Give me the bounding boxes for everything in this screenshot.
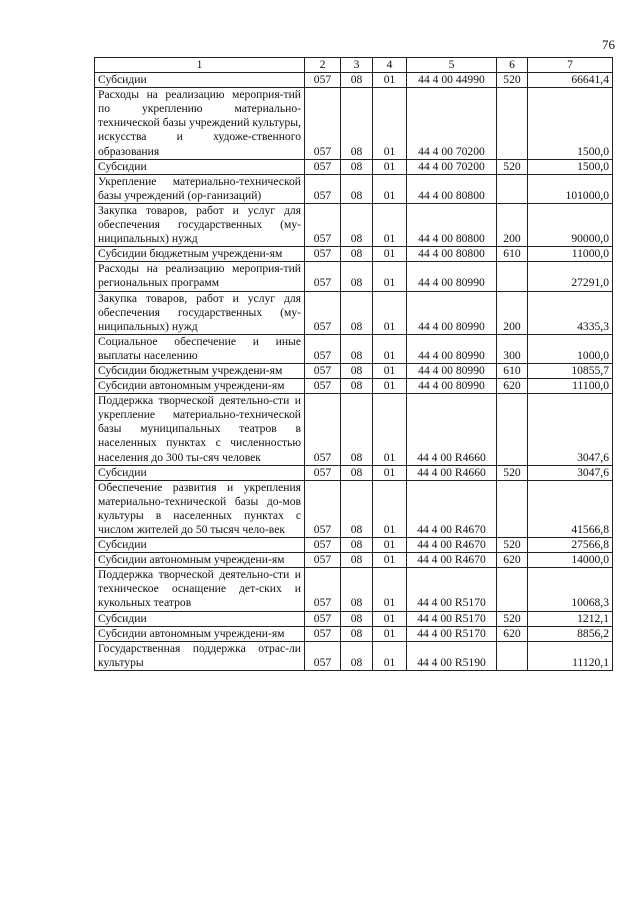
ministry-code: 057 <box>305 611 341 626</box>
subsection-code: 01 <box>373 262 407 291</box>
ministry-code: 057 <box>305 159 341 174</box>
target-article-code: 44 4 00 80990 <box>407 379 497 394</box>
item-name: Поддержка творческой деятельно-сти и укрепление материально-технической базы муниципальных театров в населенных пунктах с численностью населения до 300 ты-сяч человек <box>95 394 305 465</box>
ministry-code: 057 <box>305 291 341 334</box>
target-article-code: 44 4 00 80800 <box>407 247 497 262</box>
ministry-code: 057 <box>305 174 341 203</box>
ministry-code: 057 <box>305 247 341 262</box>
table-row <box>95 465 613 480</box>
target-article-code: 44 4 00 R5170 <box>407 626 497 641</box>
amount: 3047,6 <box>528 465 613 480</box>
subsection-code: 01 <box>373 247 407 262</box>
item-name: Субсидии автономным учреждени-ям <box>95 626 305 641</box>
target-article-code: 44 4 00 R5190 <box>407 641 497 670</box>
expense-type-code: 610 <box>497 247 528 262</box>
target-article-code: 44 4 00 44990 <box>407 73 497 88</box>
section-code: 08 <box>341 611 373 626</box>
target-article-code: 44 4 00 R4670 <box>407 538 497 553</box>
table-row <box>95 363 613 378</box>
budget-table <box>94 57 613 671</box>
subsection-code: 01 <box>373 334 407 363</box>
table-row <box>95 88 613 159</box>
target-article-code: 44 4 00 80990 <box>407 363 497 378</box>
amount: 27291,0 <box>528 262 613 291</box>
subsection-code: 01 <box>373 480 407 537</box>
subsection-code: 01 <box>373 203 407 246</box>
table-row <box>95 379 613 394</box>
table-row <box>95 641 613 670</box>
amount: 1500,0 <box>528 88 613 159</box>
table-row <box>95 247 613 262</box>
subsection-code: 01 <box>373 465 407 480</box>
expense-type-code: 610 <box>497 363 528 378</box>
section-code: 08 <box>341 174 373 203</box>
item-name: Государственная поддержка отрас-ли культуры <box>95 641 305 670</box>
amount: 11100,0 <box>528 379 613 394</box>
item-name: Субсидии <box>95 159 305 174</box>
section-code: 08 <box>341 626 373 641</box>
amount: 1000,0 <box>528 334 613 363</box>
expense-type-code <box>497 394 528 465</box>
item-name: Субсидии бюджетным учреждени-ям <box>95 363 305 378</box>
ministry-code: 057 <box>305 88 341 159</box>
item-name: Закупка товаров, работ и услуг для обеспечения государственных (му-ниципальных) нужд <box>95 203 305 246</box>
header-cell: 2 <box>305 58 341 73</box>
target-article-code: 44 4 00 R4670 <box>407 480 497 537</box>
header-cell: 3 <box>341 58 373 73</box>
expense-type-code <box>497 568 528 611</box>
table-row <box>95 480 613 537</box>
ministry-code: 057 <box>305 203 341 246</box>
target-article-code: 44 4 00 R4670 <box>407 553 497 568</box>
subsection-code: 01 <box>373 88 407 159</box>
target-article-code: 44 4 00 R4660 <box>407 465 497 480</box>
amount: 3047,6 <box>528 394 613 465</box>
target-article-code: 44 4 00 70200 <box>407 159 497 174</box>
section-code: 08 <box>341 73 373 88</box>
expense-type-code <box>497 174 528 203</box>
subsection-code: 01 <box>373 363 407 378</box>
target-article-code: 44 4 00 R5170 <box>407 611 497 626</box>
expense-type-code <box>497 262 528 291</box>
item-name: Субсидии автономным учреждени-ям <box>95 379 305 394</box>
expense-type-code: 620 <box>497 379 528 394</box>
header-cell: 4 <box>373 58 407 73</box>
amount: 66641,4 <box>528 73 613 88</box>
item-name: Расходы на реализацию мероприя-тий по укреплению материально-технической базы учреждений культуры, искусства и художе-ственного образования <box>95 88 305 159</box>
expense-type-code: 520 <box>497 465 528 480</box>
section-code: 08 <box>341 538 373 553</box>
expense-type-code: 520 <box>497 611 528 626</box>
table-row <box>95 568 613 611</box>
table-row <box>95 262 613 291</box>
item-name: Закупка товаров, работ и услуг для обеспечения государственных (му-ниципальных) нужд <box>95 291 305 334</box>
item-name: Субсидии бюджетным учреждени-ям <box>95 247 305 262</box>
amount: 90000,0 <box>528 203 613 246</box>
section-code: 08 <box>341 568 373 611</box>
header-row <box>95 58 613 73</box>
table-row <box>95 553 613 568</box>
amount: 1212,1 <box>528 611 613 626</box>
item-name: Расходы на реализацию мероприя-тий региональных программ <box>95 262 305 291</box>
target-article-code: 44 4 00 R5170 <box>407 568 497 611</box>
item-name: Субсидии <box>95 73 305 88</box>
expense-type-code: 520 <box>497 73 528 88</box>
subsection-code: 01 <box>373 379 407 394</box>
subsection-code: 01 <box>373 394 407 465</box>
section-code: 08 <box>341 553 373 568</box>
header-cell: 6 <box>497 58 528 73</box>
section-code: 08 <box>341 363 373 378</box>
ministry-code: 057 <box>305 568 341 611</box>
amount: 11120,1 <box>528 641 613 670</box>
ministry-code: 057 <box>305 73 341 88</box>
amount: 27566,8 <box>528 538 613 553</box>
table-row <box>95 626 613 641</box>
ministry-code: 057 <box>305 334 341 363</box>
ministry-code: 057 <box>305 379 341 394</box>
expense-type-code: 520 <box>497 538 528 553</box>
amount: 41566,8 <box>528 480 613 537</box>
ministry-code: 057 <box>305 553 341 568</box>
header-cell: 7 <box>528 58 613 73</box>
amount: 10068,3 <box>528 568 613 611</box>
section-code: 08 <box>341 641 373 670</box>
target-article-code: 44 4 00 80800 <box>407 203 497 246</box>
ministry-code: 057 <box>305 363 341 378</box>
section-code: 08 <box>341 480 373 537</box>
section-code: 08 <box>341 394 373 465</box>
header-cell: 5 <box>407 58 497 73</box>
ministry-code: 057 <box>305 394 341 465</box>
table-row <box>95 291 613 334</box>
subsection-code: 01 <box>373 611 407 626</box>
page-number: 76 <box>602 37 615 52</box>
section-code: 08 <box>341 379 373 394</box>
section-code: 08 <box>341 203 373 246</box>
subsection-code: 01 <box>373 291 407 334</box>
expense-type-code: 520 <box>497 159 528 174</box>
ministry-code: 057 <box>305 262 341 291</box>
subsection-code: 01 <box>373 159 407 174</box>
target-article-code: 44 4 00 80990 <box>407 291 497 334</box>
table-row <box>95 334 613 363</box>
subsection-code: 01 <box>373 626 407 641</box>
amount: 11000,0 <box>528 247 613 262</box>
item-name: Поддержка творческой деятельно-сти и техническое оснащение дет-ских и кукольных театров <box>95 568 305 611</box>
item-name: Субсидии <box>95 465 305 480</box>
section-code: 08 <box>341 465 373 480</box>
section-code: 08 <box>341 88 373 159</box>
target-article-code: 44 4 00 R4660 <box>407 394 497 465</box>
ministry-code: 057 <box>305 465 341 480</box>
item-name: Субсидии <box>95 538 305 553</box>
section-code: 08 <box>341 291 373 334</box>
amount: 10855,7 <box>528 363 613 378</box>
amount: 101000,0 <box>528 174 613 203</box>
section-code: 08 <box>341 262 373 291</box>
target-article-code: 44 4 00 80990 <box>407 262 497 291</box>
section-code: 08 <box>341 334 373 363</box>
table-row <box>95 159 613 174</box>
expense-type-code: 300 <box>497 334 528 363</box>
ministry-code: 057 <box>305 641 341 670</box>
item-name: Укрепление материально-технической базы учреждений (ор-ганизаций) <box>95 174 305 203</box>
item-name: Субсидии <box>95 611 305 626</box>
table-row <box>95 611 613 626</box>
subsection-code: 01 <box>373 568 407 611</box>
expense-type-code <box>497 641 528 670</box>
expense-type-code <box>497 88 528 159</box>
expense-type-code: 620 <box>497 626 528 641</box>
section-code: 08 <box>341 159 373 174</box>
expense-type-code <box>497 480 528 537</box>
subsection-code: 01 <box>373 174 407 203</box>
header-cell: 1 <box>95 58 305 73</box>
expense-type-code: 200 <box>497 291 528 334</box>
amount: 8856,2 <box>528 626 613 641</box>
table-row <box>95 538 613 553</box>
table-row <box>95 203 613 246</box>
target-article-code: 44 4 00 80800 <box>407 174 497 203</box>
subsection-code: 01 <box>373 538 407 553</box>
table-row <box>95 174 613 203</box>
ministry-code: 057 <box>305 538 341 553</box>
ministry-code: 057 <box>305 626 341 641</box>
target-article-code: 44 4 00 70200 <box>407 88 497 159</box>
item-name: Субсидии автономным учреждени-ям <box>95 553 305 568</box>
section-code: 08 <box>341 247 373 262</box>
item-name: Обеспечение развития и укрепления материально-технической базы до-мов культуры в населенных пунктах с числом жителей до 50 тысяч чело-век <box>95 480 305 537</box>
item-name: Социальное обеспечение и иные выплаты населению <box>95 334 305 363</box>
subsection-code: 01 <box>373 553 407 568</box>
table-row <box>95 394 613 465</box>
subsection-code: 01 <box>373 641 407 670</box>
amount: 1500,0 <box>528 159 613 174</box>
amount: 4335,3 <box>528 291 613 334</box>
expense-type-code: 200 <box>497 203 528 246</box>
table-row <box>95 73 613 88</box>
expense-type-code: 620 <box>497 553 528 568</box>
target-article-code: 44 4 00 80990 <box>407 334 497 363</box>
amount: 14000,0 <box>528 553 613 568</box>
ministry-code: 057 <box>305 480 341 537</box>
subsection-code: 01 <box>373 73 407 88</box>
